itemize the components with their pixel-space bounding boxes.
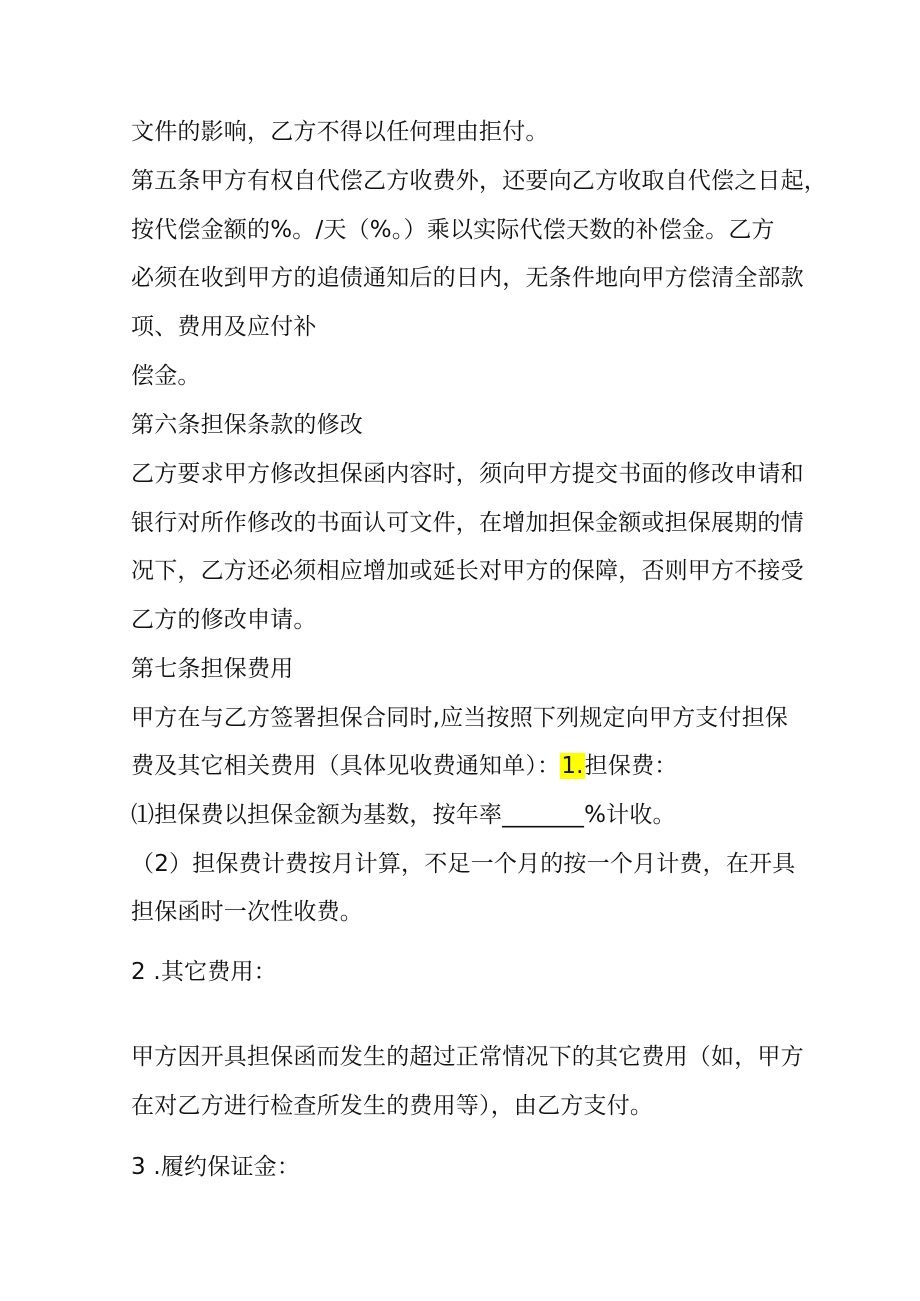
section-heading: 第七条担保费用 xyxy=(131,656,294,682)
text-segment: 担保费： xyxy=(584,753,678,779)
section-heading: 第六条担保条款的修改 xyxy=(131,412,363,438)
text-line: 文件的影响，乙方不得以任何理由拒付。 xyxy=(131,119,549,145)
text-line: 按代偿金额的%。/天（%。）乘以实际代偿天数的补偿金。乙方 xyxy=(131,217,775,243)
text-line: 况下，乙方还必须相应增加或延长对甲方的保障，否则甲方不接受 xyxy=(131,558,804,584)
text-line: 第五条甲方有权自代偿乙方收费外，还要向乙方收取自代偿之日起， xyxy=(131,168,827,194)
text-line: 项、费用及应付补 xyxy=(131,314,317,340)
list-item: 2 .其它费用： xyxy=(131,959,277,985)
text-line: 偿金。 xyxy=(131,363,201,389)
text-line: 担保函时一次性收费。 xyxy=(131,899,363,925)
highlighted-number: 1. xyxy=(561,753,584,779)
text-line: 银行对所作修改的书面认可文件，在增加担保金额或担保展期的情 xyxy=(131,510,804,536)
text-line: 在对乙方进行检查所发生的费用等），由乙方支付。 xyxy=(131,1093,654,1119)
text-line-with-highlight xyxy=(131,751,677,781)
text-line: 乙方的修改申请。 xyxy=(131,607,317,633)
text-line: 乙方要求甲方修改担保函内容时，须向甲方提交书面的修改申请和 xyxy=(131,461,804,487)
text-line: 甲方在与乙方签署担保合同时,应当按照下列规定向甲方支付担保 xyxy=(131,705,789,731)
list-item: 3 .履约保证金： xyxy=(131,1154,301,1180)
text-segment: 费及其它相关费用（具体见收费通知单）： xyxy=(131,753,561,779)
text-line: ⑴担保费以担保金额为基数，按年率_______%计收。 xyxy=(131,802,676,828)
text-line: （2）担保费计费按月计算，不足一个月的按一个月计费，在开具 xyxy=(131,851,796,877)
text-line: 甲方因开具担保函而发生的超过正常情况下的其它费用（如，甲方 xyxy=(131,1044,804,1070)
text-line: 必须在收到甲方的追债通知后的日内，无条件地向甲方偿清全部款 xyxy=(131,265,804,291)
